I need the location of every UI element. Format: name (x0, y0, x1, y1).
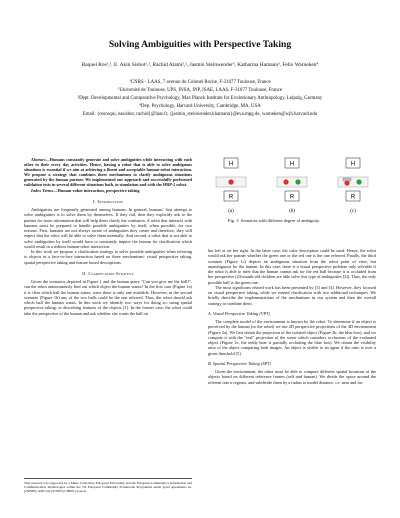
clarification-paragraph-1: Given the scenarios depicted in Figure 1 and the human query "Can you give me the ball?", can the robot autonomously find out which object the human wants? In the first case (Figure 1a) it is clear which ball the human wants, since there is only one available. However, in the second scenario (Figure 1b) any of the two balls could be the one referred. Thus, the robot should ask which ball the human wants. In this work we identify two ways for doing so: using spatial perspective taking, or describing features of the objects [1]. In the former case, the robot could take the perspective of the human and ask whether she wants the ball on (24, 279, 192, 316)
keywords-text: Human-robot interaction, perspective taking (57, 187, 140, 193)
paper-title: Solving Ambiguities with Perspective Taking (108, 39, 292, 50)
author-list: Raquel Ros¹,², E. Akin Sisbot¹,², Rachid Alami¹,², Jasmin Steinwender³, Katharina Hamann³, Felix Warneken⁴ (81, 62, 319, 68)
affiliation-1: ¹CNRS - LAAS, 7 avenue du Colonel Roche, F-31077 Toulouse, France (129, 80, 271, 85)
contact-emails: Email: {rosroqui, easisbot, rachid}@laas.fr, {jasmin_steinwender,khamann}@eva.mpg.de, warneken@wjh.harvard.edu (82, 112, 318, 117)
abstract-label: Abstract— (31, 157, 50, 162)
human-label: H (350, 161, 356, 168)
subfig-c-label: (c) (350, 209, 356, 214)
affiliation-4: ⁴Dep. Psychology, Harvard University, Cambridge, MA, USA (139, 104, 261, 109)
robot-label: R (228, 194, 234, 201)
right-paragraph-1: her left or on her right. In the latter case, the color description could be used. Hence, the robot would ask her partner whether the green one or the red one is the one referred. Finally, the third scenario (Figure 1c) depicts an ambiguous situation from the robot point of view, but unambiguous for the human. In this case, there is a visual perspective problem only solvable if the robot is able to infer that the human cannot ask for the red ball because it is occluded from her perspective (24-month-old children are able solve this type of ambiguities [2]). Thus, the only possible ball is the green one. (208, 248, 376, 285)
figure-caption: Fig. 1: Scenarios with different degree of ambiguity. (228, 218, 320, 223)
abstract-text: Humans constantly generate and solve ambiguities while interacting with each other in their every day activities. Hence, having a robot that is able to solve ambiguous situations is essential if we aim at achieving a fluent and acceptable human-robot interaction. We propose a strategy that combines three mechanisms to clarify ambiguous situations generated by the human partner. We implemented our approach and successfully performed validation tests in several different situations both, in simulation and with the HRP-2 robot. (24, 157, 192, 188)
affiliation-3: ³Dept. Developmental and Comparative Psychology, Max Planck Institute for Evolutionary Anthropology, Leipzig, Germany (77, 96, 323, 101)
left-column (24, 157, 192, 316)
robot-label: R (350, 194, 356, 201)
spt-paragraph: Given the environment, the robot must be able to compute different spatial locations of the objects based on different reference frames (self and human). We divide the space around the referent into n regions, and subdivide them by a radius to model distance, i.e. near and far. (208, 369, 376, 385)
intro-paragraph-2: In this work we propose a clarification strategy to solve possible ambiguities when referring to objects in a face-to-face interaction based on three mechanisms: visual perspective taking, spatial perspective taking and feature based descriptions. (24, 249, 192, 265)
red-ball (283, 179, 288, 184)
index-terms (24, 188, 192, 193)
abstract (24, 157, 192, 188)
section-heading-clarification: II. Clarification Strategy (82, 270, 134, 276)
section-heading-introduction: I. Introduction (92, 198, 124, 204)
occluder (343, 178, 351, 181)
vpt-paragraph: The complete model of the environment is known by the robot. To determine if an object is perceived by the human (or the robot) we use 2D perspective projections of the 3D environment (Figure 2a). We first obtain the projection of the isolated object (Figure 2b, the blue box), and we compute it with the "real" projection of the scene which considers occlusions of the evaluated object (Figure 2c, the teddy bear is partially occluding the blue box). We obtain the visibility ratio of the object comparing both images. An object is visible to an agent if the ratio is over a given threshold [5]. (208, 319, 376, 356)
human-label: H (228, 161, 234, 168)
table (338, 177, 368, 187)
subfig-b-label: (b) (289, 209, 295, 214)
table (277, 177, 307, 187)
right-paragraph-2: The most significant related work has been presented by [3] and [4]. However, they focused on visual perspective taking, while we extend clarification with two additional techniques. We briefly describe the implementations of the mechanisms in our system and then the overall strategy to combine them. (208, 284, 376, 306)
green-ball (356, 179, 361, 184)
red-ball (344, 180, 349, 185)
footnote: This research was supported by a Marie Curie Intra European Fellowship and the European Community's Information and Communication Technologies within the 7th European Community Framework Programme under grant agreements no. [250985], AMI and [215805] CHRIS projects. (24, 478, 192, 493)
robot-label: R (289, 194, 295, 201)
intro-paragraph-1: Ambiguities are frequently generated among humans. In general, humans' first attempt to solve ambiguities is to solve them by themselves. If they fail, then they explicitly ask to the partner for more information that will help them clarify the confusion. A robot that interacts with humans must be prepared to handle possible ambiguities by itself, when possible, for two reasons. First, humans are not always aware of ambiguities they create and therefore, they will expect that the robot will be able to solve them internally. And second, a robot that is not able to solve ambiguities by itself would have to constantly inquire the human for clarification which would result in a tedious human-robot interaction. (24, 207, 192, 249)
scenario-c (338, 158, 368, 214)
figure-1 (210, 155, 375, 215)
scenario-a (216, 158, 246, 214)
red-ball (228, 179, 233, 184)
subfig-a-label: (a) (228, 209, 234, 214)
subsection-heading-vpt: A. Visual Perspective Taking (VPT) (208, 310, 271, 316)
scenario-b (277, 158, 307, 214)
subsection-heading-spt: B. Spatial Perspective Taking (SPT) (208, 360, 272, 366)
keywords-label: Index Terms— (31, 187, 58, 193)
affiliation-2: ²Université de Toulouse, UPS, INSA, INP, ISAE, LAAS, F-31077 Toulouse, France (117, 88, 283, 93)
green-ball (295, 179, 300, 184)
right-column (208, 248, 376, 385)
human-label: H (289, 161, 295, 168)
